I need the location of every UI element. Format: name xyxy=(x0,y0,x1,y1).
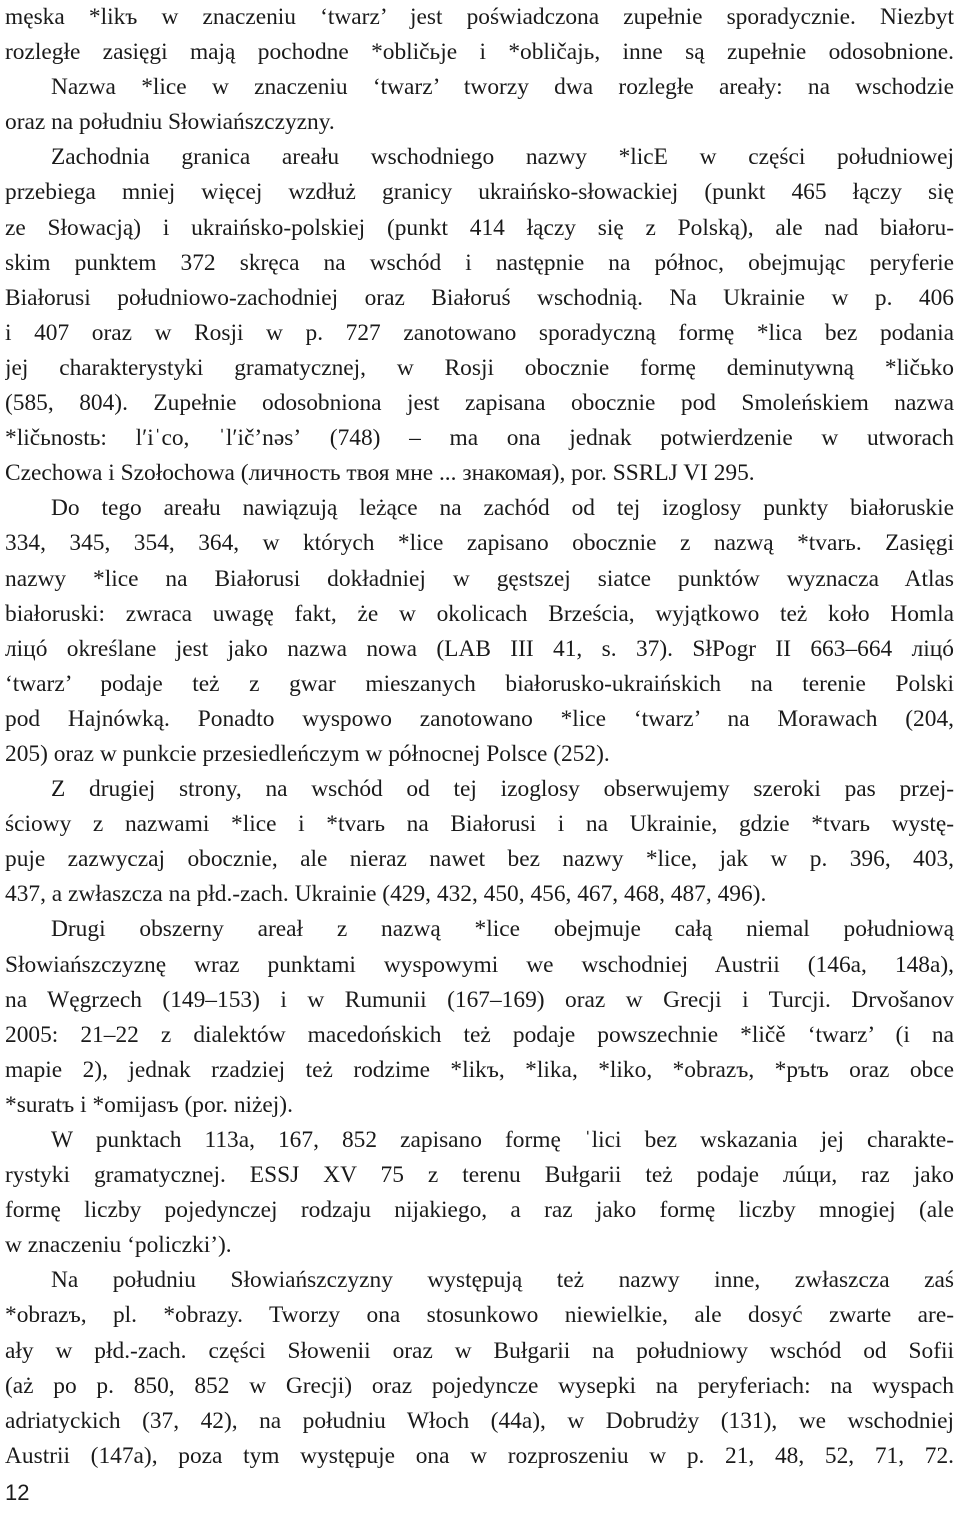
text-line: pod Hajnówką. Ponadto wyspowo zanotowano *lice ‘twarz’ na Morawach (204, xyxy=(5,705,954,732)
text-line: w znaczeniu ‘policzki’). xyxy=(5,1232,232,1259)
text-line: rystyki gramatycznej. ESSJ XV 75 z terenu Bułgarii też podaje лúци, raz jako xyxy=(5,1162,954,1189)
text-line: adriatyckich (37, 42), na południu Włoch (44a), w Dobrudży (131), we wschodniej xyxy=(5,1407,954,1434)
text-line: *ličьnostь: lʹiˈco, ˈlʹičʼnəsʼ (748) – ma ona jednak potwierdzenie w utworach xyxy=(5,425,954,452)
text-line: *obrazъ, pl. *obrazy. Tworzy ona stosunkowo niewielkie, ale dosyć zwarte are- xyxy=(5,1302,954,1329)
text-line: Na południu Słowiańszczyzny występują też nazwy inne, zwłaszcza zaś xyxy=(51,1267,954,1294)
text-line: W punktach 113a, 167, 852 zapisano formę ˈlici bez wskazania jej charakte- xyxy=(51,1127,954,1153)
text-line: 334, 345, 354, 364, w których *lice zapisano obocznie z nazwą *tvarь. Zasięgi xyxy=(5,530,954,557)
page-number: 12 xyxy=(5,1480,30,1505)
text-line: Drugi obszerny areał z nazwą *lice obejmuje całą niemal południową xyxy=(51,916,954,943)
text-line: Nazwa *lice w znaczeniu ‘twarz’ tworzy dwa rozległe areały: na wschodzie xyxy=(51,74,954,101)
text-line: na Węgrzech (149–153) i w Rumunii (167–169) oraz w Grecji i Turcji. Drvošanov xyxy=(5,986,954,1013)
text-line: Czechowa i Szołochowa (личность твоя мне ... знакомая), por. SSRLJ VI 295. xyxy=(5,460,755,487)
text-line: Zachodnia granica areału wschodniego nazwy *licE w części południowej xyxy=(51,144,954,171)
text-line: formę liczby pojedynczej rodzaju nijakiego, a raz jako formę liczby mnogiej (ale xyxy=(5,1197,954,1224)
text-line: (585, 804). Zupełnie odosobniona jest zapisana obocznie pod Smoleńskiem nazwa xyxy=(5,390,954,417)
text-line: ały w płd.-zach. części Słowenii oraz w Bułgarii na południowy wschód od Sofii xyxy=(5,1337,954,1364)
text-line: ‘twarz’ podaje też z gwar mieszanych białorusko-ukraińskich na terenie Polski xyxy=(5,670,954,697)
text-line: лiцó określane jest jako nazwa nowa (LAB III 41, s. 37). SłPogr II 663–664 лiцó xyxy=(5,635,954,662)
text-line: *suratъ i *omijasъ (por. niżej). xyxy=(5,1091,293,1118)
text-line: Austrii (147a), poza tym występuje ona w rozproszeniu w p. 21, 48, 52, 71, 72. xyxy=(5,1442,954,1469)
text-line: nazwy *lice na Białorusi dokładniej w gęstszej siatce punktów wyznacza Atlas xyxy=(5,565,954,592)
document-body xyxy=(5,0,954,1474)
text-line: męska *likъ w znaczeniu ‘twarz’ jest poświadczona zupełnie sporadycznie. Niezbyt xyxy=(5,4,954,30)
text-line: mapie 2), jednak rzadziej też rodzime *likъ, *lika, *liko, *obrazъ, *ръtъ oraz obce xyxy=(5,1056,954,1083)
text-line: Białorusi południowo-zachodniej oraz Białoruś wschodnią. Na Ukrainie w p. 406 xyxy=(5,284,954,311)
text-line: 2005: 21–22 z dialektów macedońskich też podaje powszechnie *ličě ‘twarz’ (i na xyxy=(5,1021,954,1048)
text-line: puje zazwyczaj obocznie, ale nieraz nawet bez nazwy *lice, jak w p. 396, 403, xyxy=(5,846,954,873)
text-line: 205) oraz w punkcie przesiedleńczym w północnej Polsce (252). xyxy=(5,740,610,767)
text-line: Z drugiej strony, na wschód od tej izoglosy obserwujemy szeroki pas przej- xyxy=(51,776,954,803)
text-line: ze Słowacją) i ukraińsko-polskiej (punkt 414 łączy się z Polską), ale nad białoru- xyxy=(5,214,954,241)
text-line: oraz na południu Słowiańszczyzny. xyxy=(5,109,335,136)
text-line: i 407 oraz w Rosji w p. 727 zanotowano sporadyczną formę *lica bez podania xyxy=(5,319,954,346)
text-line: białoruski: zwraca uwagę fakt, że w okolicach Brześcia, wyjątkowo też koło Homla xyxy=(5,600,954,627)
text-line: skim punktem 372 skręca na wschód i następnie na północ, obejmując peryferie xyxy=(5,249,954,276)
text-line: jej charakterystyki gramatycznej, w Rosji obocznie formę deminutywną *ličьko xyxy=(5,354,954,381)
text-line: Do tego areału nawiązują leżące na zachód od tej izoglosy punkty białoruskie xyxy=(51,495,954,522)
text-line: przebiega mniej więcej wzdłuż granicy ukraińsko-słowackiej (punkt 465 łączy się xyxy=(5,179,954,206)
text-line: ściowy z nazwami *lice i *tvarь na Białorusi i na Ukrainie, gdzie *tvarь wystę- xyxy=(5,811,954,838)
text-line: 437, a zwłaszcza na płd.-zach. Ukrainie (429, 432, 450, 456, 467, 468, 487, 496). xyxy=(5,881,767,908)
text-line: (aż po p. 850, 852 w Grecji) oraz pojedyncze wysepki na peryferiach: na wyspach xyxy=(5,1372,954,1399)
text-line: rozległe zasięgi mają pochodne *obličьje i *obličajь, inne są zupełnie odosobnione. xyxy=(5,39,954,66)
text-line: Słowiańszczyznę wraz punktami wyspowymi we wschodniej Austrii (146a, 148a), xyxy=(5,951,954,978)
